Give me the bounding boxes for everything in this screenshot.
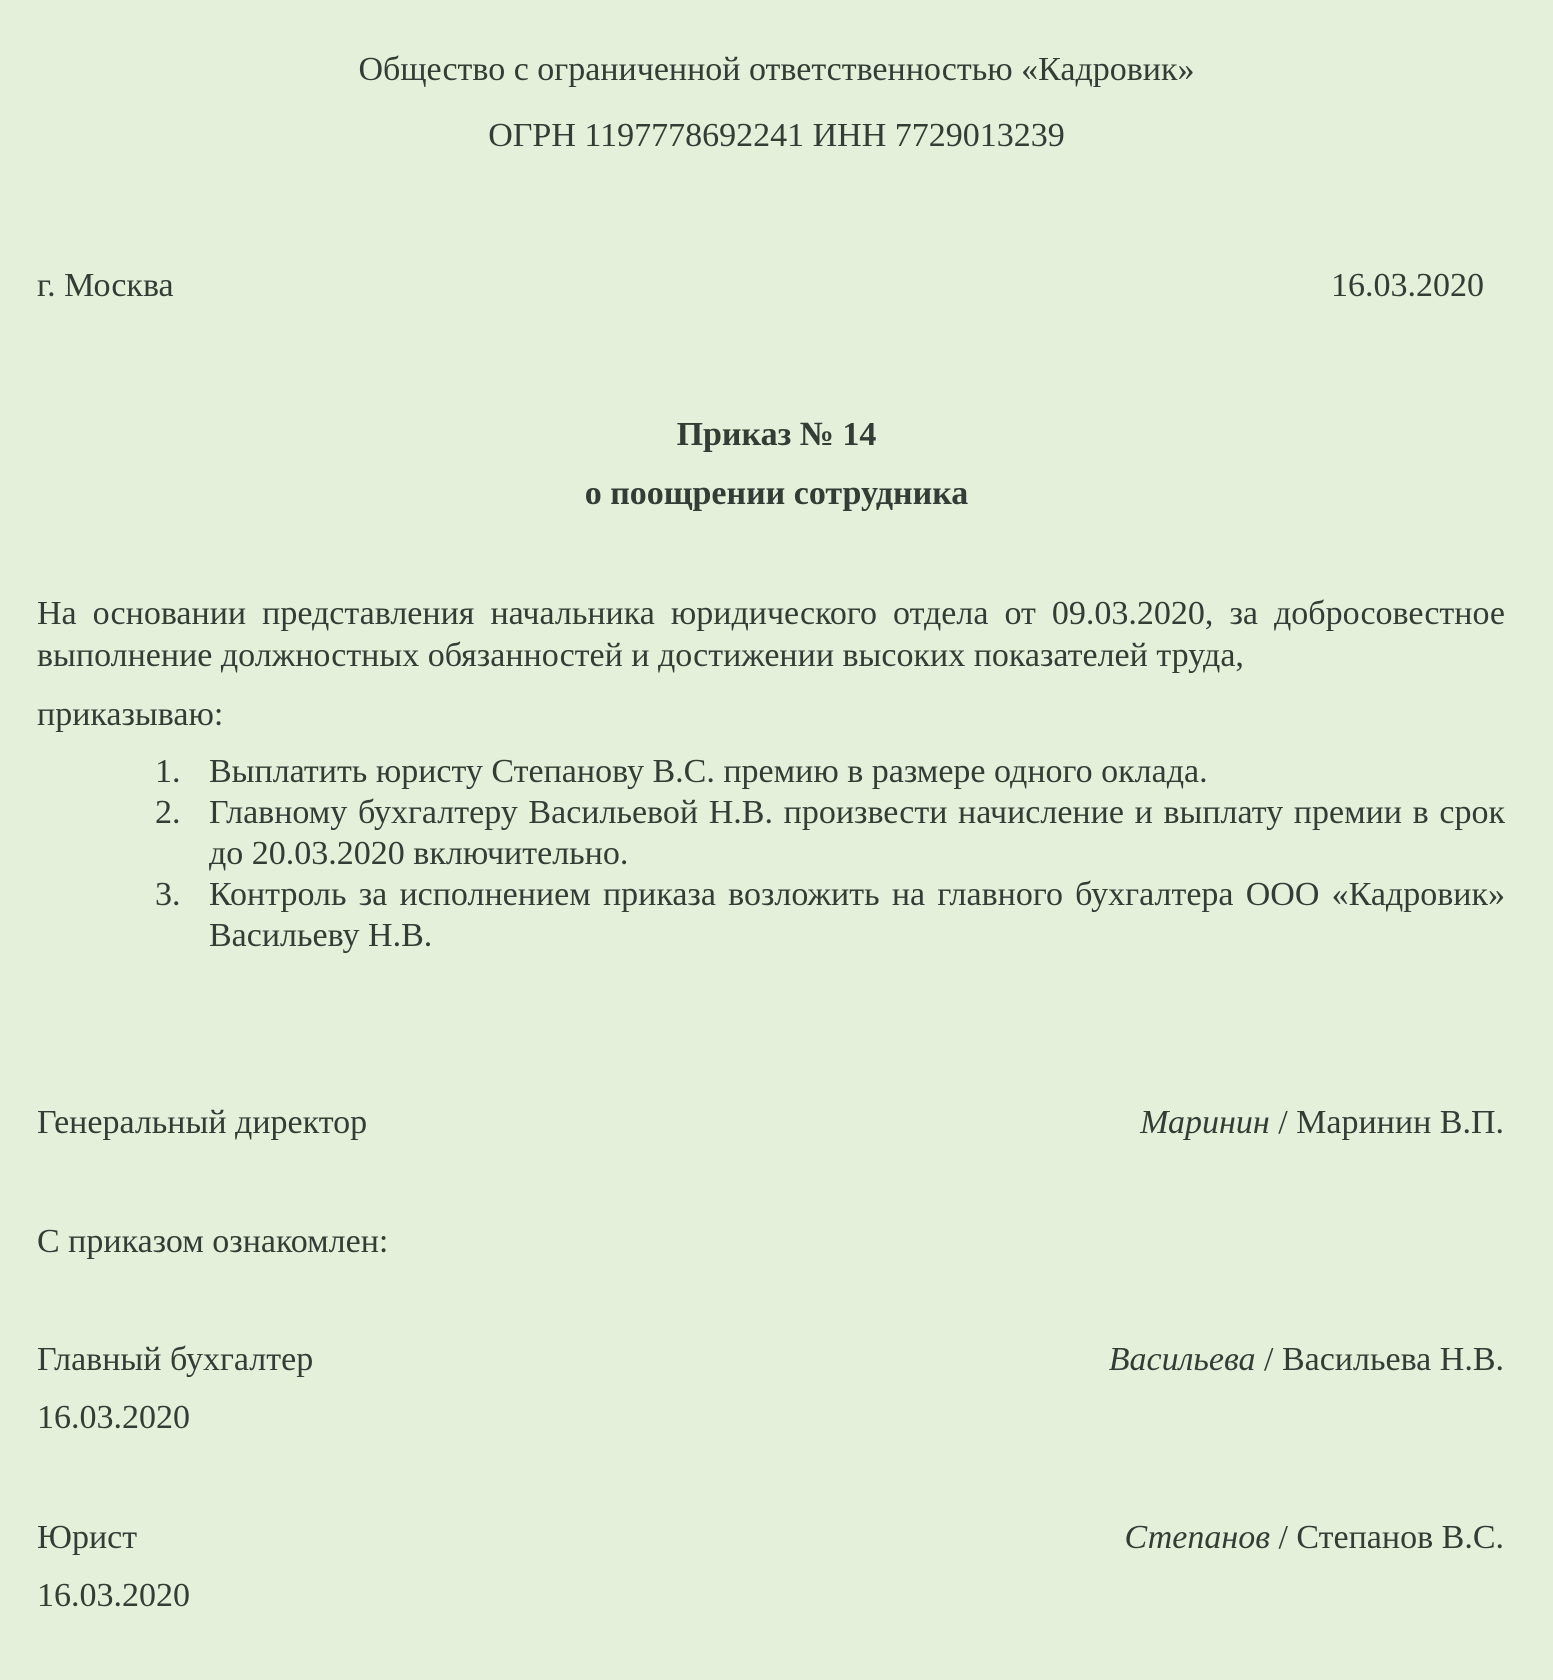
lawyer-signature: Степанов	[1124, 1519, 1270, 1556]
director-name: / Маринин В.П.	[1278, 1104, 1504, 1141]
order-item	[37, 751, 1505, 792]
order-preamble: На основании представления начальника юридического отдела от 09.03.2020, за добросовестное выполнение должностных обязанностей и достижении высоких показателей труда,	[37, 595, 1505, 674]
order-item-number: 3.	[155, 876, 181, 913]
order-item-text: Контроль за исполнением приказа возложить на главного бухгалтера ООО «Кадровик» Васильеву Н.В.	[209, 876, 1505, 954]
order-item-text: Выплатить юристу Степанову В.С. премию в размере одного оклада.	[209, 753, 1208, 790]
order-subtitle: о поощрении сотрудника	[584, 475, 969, 512]
document-city: г. Москва	[37, 267, 174, 304]
accountant-position: Главный бухгалтер	[37, 1341, 314, 1378]
order-items-list	[37, 751, 1505, 956]
accountant-signature-block	[1109, 1340, 1504, 1380]
accountant-signature: Васильева	[1108, 1341, 1256, 1378]
order-item	[37, 792, 1505, 874]
acknowledged-label: С приказом ознакомлен:	[37, 1223, 389, 1260]
company-registration: ОГРН 1197778692241 ИНН 7729013239	[488, 117, 1065, 154]
director-signature: Маринин	[1140, 1104, 1270, 1141]
lawyer-position: Юрист	[37, 1519, 138, 1556]
company-name: Общество с ограниченной ответственностью «Кадровик»	[358, 51, 1195, 88]
document-date: 16.03.2020	[1331, 267, 1484, 304]
lawyer-signature-block	[1125, 1518, 1504, 1558]
accountant-date: 16.03.2020	[37, 1399, 190, 1436]
lawyer-date: 16.03.2020	[37, 1577, 190, 1614]
director-position: Генеральный директор	[37, 1104, 368, 1141]
lawyer-name: / Степанов В.С.	[1278, 1519, 1504, 1556]
order-item-number: 2.	[155, 794, 181, 831]
order-word: приказываю:	[37, 696, 224, 733]
director-signature-block	[1140, 1103, 1504, 1143]
order-title: Приказ № 14	[676, 416, 877, 453]
order-item-number: 1.	[155, 753, 181, 790]
order-item-text: Главному бухгалтеру Васильевой Н.В. произвести начисление и выплату премии в срок до 20.03.2020 включительно.	[209, 794, 1505, 872]
accountant-name: / Васильева Н.В.	[1264, 1341, 1504, 1378]
order-item	[37, 874, 1505, 956]
